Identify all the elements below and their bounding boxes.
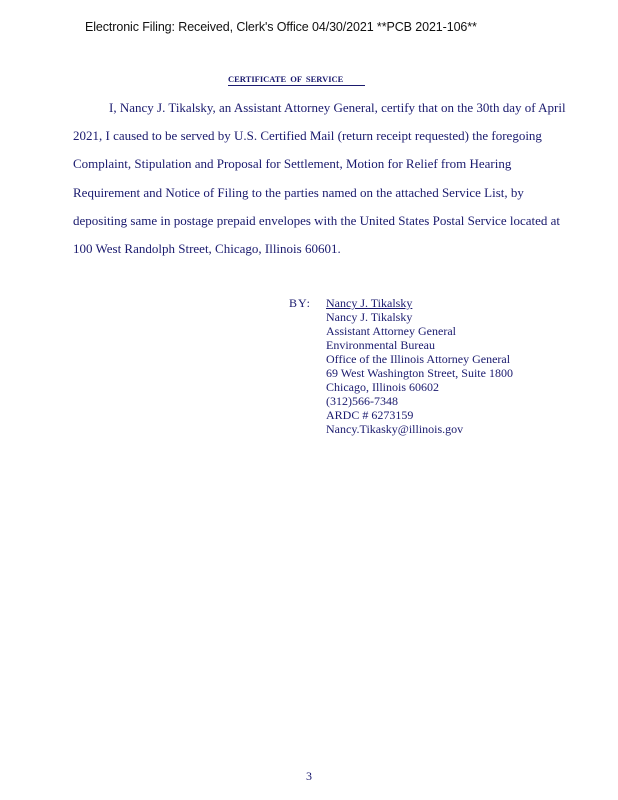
paragraph-line: I, Nancy J. Tikalsky, an Assistant Attorney General, certify that on the 30th day of April bbox=[109, 100, 566, 115]
signer-email: Nancy.Tikasky@illinois.gov bbox=[326, 422, 464, 436]
paragraph-line: depositing same in postage prepaid envelopes with the United States Postal Service located at bbox=[73, 212, 561, 228]
certificate-paragraph bbox=[73, 94, 573, 263]
signer-name: Nancy J. Tikalsky bbox=[326, 310, 413, 324]
paragraph-line: Complaint, Stipulation and Proposal for Settlement, Motion for Relief from Hearing bbox=[73, 156, 512, 172]
by-label: BY: bbox=[289, 296, 311, 310]
signer-city: Chicago, Illinois 60602 bbox=[326, 380, 439, 394]
signer-title: Assistant Attorney General bbox=[326, 324, 456, 338]
signer-office: Office of the Illinois Attorney General bbox=[326, 352, 511, 366]
page-number: 3 bbox=[306, 769, 312, 783]
paragraph-line: Requirement and Notice of Filing to the parties named on the attached Service List, by bbox=[73, 184, 524, 200]
certificate-title: CERTIFICATE OF SERVICE bbox=[228, 74, 365, 86]
filing-stamp: Electronic Filing: Received, Clerk's Office 04/30/2021 **PCB 2021-106** bbox=[85, 20, 477, 34]
paragraph-line: 2021, I caused to be served by U.S. Certified Mail (return receipt requested) the foregoing bbox=[73, 128, 542, 144]
signer-bureau: Environmental Bureau bbox=[326, 338, 435, 352]
signer-street: 69 West Washington Street, Suite 1800 bbox=[326, 366, 513, 380]
signed-name: Nancy J. Tikalsky bbox=[326, 296, 413, 310]
signer-phone: (312)566-7348 bbox=[326, 394, 398, 408]
signer-ardc: ARDC # 6273159 bbox=[326, 408, 414, 422]
signature-block bbox=[326, 296, 513, 436]
paragraph-line: 100 West Randolph Street, Chicago, Illinois 60601. bbox=[73, 241, 341, 257]
